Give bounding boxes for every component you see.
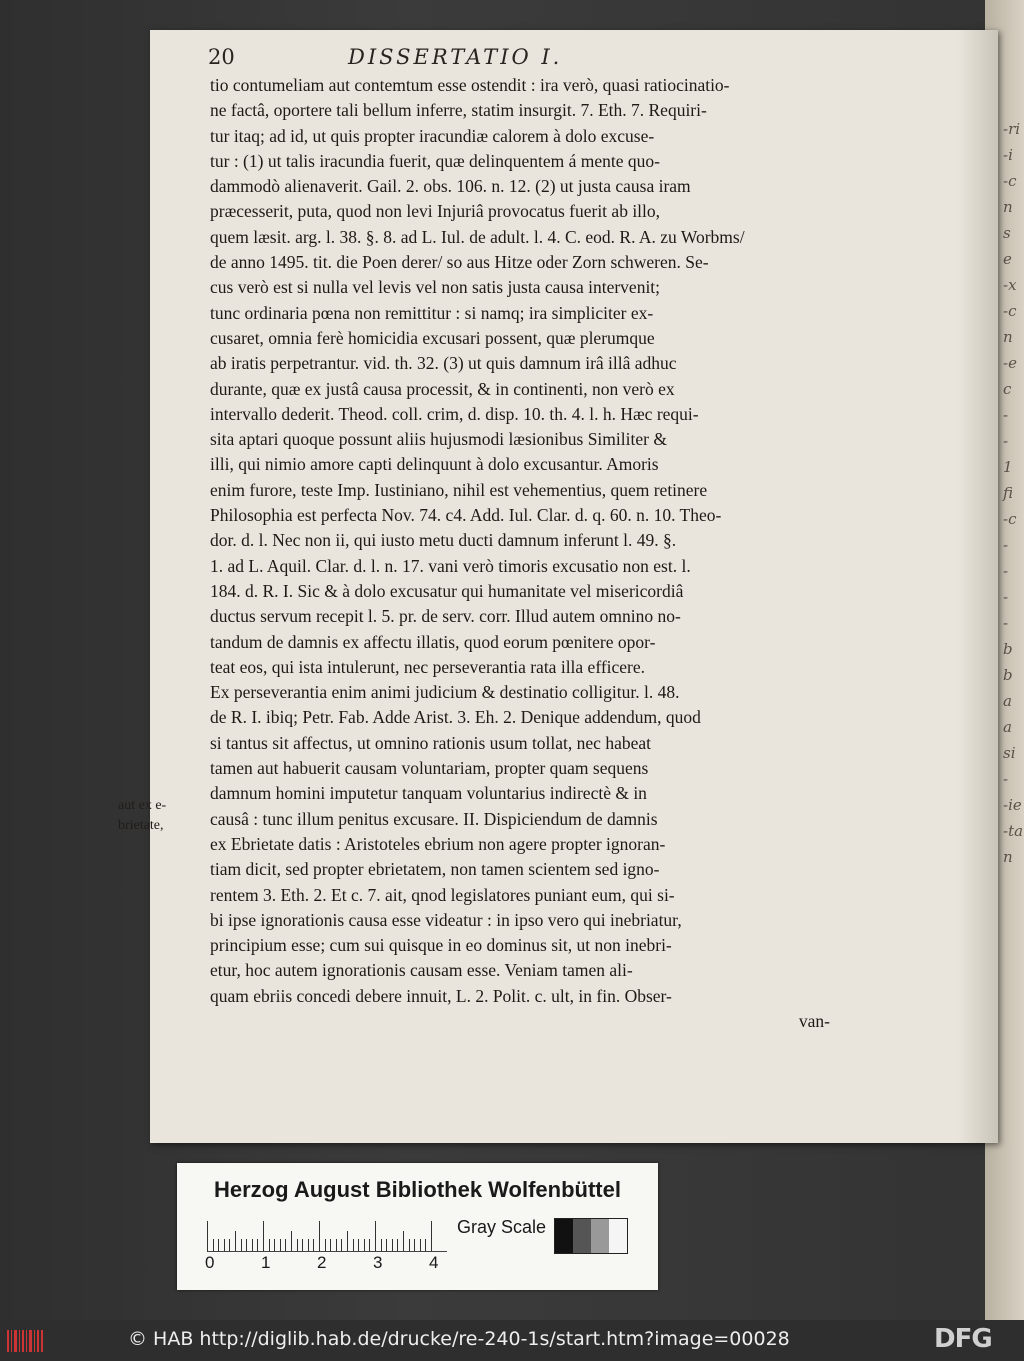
adjacent-page-fragment: -c (1003, 172, 1017, 190)
adjacent-page-fragment: si (1003, 744, 1016, 762)
page-number: 20 (208, 45, 235, 69)
ruler-tick (347, 1231, 348, 1251)
adjacent-page-fragment: - (1003, 406, 1009, 424)
ruler-numbers (205, 1253, 465, 1275)
adjacent-page-fragment: -e (1003, 354, 1017, 372)
page-header (208, 45, 628, 75)
ruler-tick (252, 1239, 253, 1251)
ruler-tick (302, 1239, 303, 1251)
text-line: ne factâ, oportere tali bellum inferre, statim insurgit. 7. Eth. 7. Requiri- (210, 100, 707, 121)
ruler-tick (420, 1239, 421, 1251)
ruler-tick (241, 1239, 242, 1251)
text-line: de anno 1495. tit. die Poen derer/ so aus Hitze oder Zorn schweren. Se- (210, 252, 709, 273)
text-line: ex Ebrietate datis : Aristoteles ebrium non agere propter ignoran- (210, 833, 666, 854)
adjacent-page-fragment: b (1003, 640, 1013, 658)
adjacent-page-fragment: a (1003, 692, 1012, 710)
text-line: tur : (1) ut talis iracundia fuerit, quæ delinquentem á mente quo- (210, 150, 661, 171)
text-line: intervallo dederit. Theod. coll. crim, d. disp. 10. th. 4. l. h. Hæc requi- (210, 403, 699, 424)
ruler-tick (269, 1239, 270, 1251)
text-line: sita aptari quoque possunt aliis hujusmodi læsionibus Similiter & (210, 429, 667, 450)
adjacent-page-fragment: n (1003, 198, 1013, 216)
catchword: van- (798, 1010, 830, 1031)
adjacent-page-fragment: -i (1003, 146, 1013, 164)
text-line: 184. d. R. I. Sic & à dolo excusatur qui humanitate vel misericordiâ (210, 580, 684, 601)
text-line: de R. I. ibiq; Petr. Fab. Adde Arist. 3. Eh. 2. Denique addendum, quod (210, 707, 701, 728)
ruler-tick (381, 1239, 382, 1251)
gray-swatch (591, 1219, 609, 1253)
ruler-tick (330, 1239, 331, 1251)
ruler-tick (414, 1239, 415, 1251)
gray-scale-label: Gray Scale (457, 1217, 547, 1237)
ruler-tick (325, 1239, 326, 1251)
ruler-tick (375, 1221, 376, 1251)
ruler-tick (257, 1239, 258, 1251)
ruler-number: 3 (373, 1253, 383, 1272)
ruler-tick (263, 1221, 264, 1251)
ruler-tick (364, 1239, 365, 1251)
text-line: tamen aut habuerit causam voluntariam, propter quam sequens (210, 758, 649, 779)
ruler-tick (431, 1221, 432, 1251)
adjacent-page-fragment: - (1003, 432, 1009, 450)
text-line: si tantus sit affectus, ut omnino rationis usum tollat, nec habeat (210, 732, 651, 753)
adjacent-page-fragment: -ie (1003, 796, 1022, 814)
adjacent-page-fragment: - (1003, 614, 1009, 632)
ruler-tick (369, 1239, 370, 1251)
text-line: quem læsit. arg. l. 38. §. 8. ad L. Iul. de adult. l. 4. C. eod. R. A. zu Worbms/ (210, 226, 745, 247)
text-line: causâ : tunc illum penitus excusare. II. Dispiciendum de damnis (210, 808, 658, 829)
text-line: enim furore, teste Imp. Iustiniano, nihil est vehementius, quem retinere (210, 479, 708, 500)
text-line: rentem 3. Eth. 2. Et c. 7. ait, qnod legislatores puniant eum, qui si- (210, 884, 675, 905)
text-line: durante, quæ ex justâ causa processit, & in continenti, non verò ex (210, 378, 675, 399)
adjacent-page-fragment: - (1003, 770, 1009, 788)
ruler-tick (280, 1239, 281, 1251)
text-line: teat eos, qui ista intulerunt, nec perseverantia rata illa efficere. (210, 656, 646, 677)
text-line: damnum homini imputetur tanquam voluntarius indirectè & in (210, 783, 647, 804)
marginal-note-line: aut ex e- (118, 798, 167, 813)
adjacent-page-fragment: 1 (1003, 458, 1013, 476)
ruler-number: 1 (261, 1253, 271, 1272)
adjacent-page-fragment: -ri (1003, 120, 1021, 138)
ruler-tick (224, 1239, 225, 1251)
page-gutter-shade (958, 30, 998, 1143)
ruler-icon (207, 1215, 447, 1252)
adjacent-page-fragment: - (1003, 536, 1009, 554)
adjacent-page-fragment: -c (1003, 302, 1017, 320)
adjacent-page-fragment: n (1003, 848, 1013, 866)
adjacent-page-fragment: -c (1003, 510, 1017, 528)
adjacent-page-fragment: e (1003, 250, 1012, 268)
ruler-tick (291, 1231, 292, 1251)
adjacent-page-fragment: - (1003, 562, 1009, 580)
text-line: Ex perseverantia enim animi judicium & destinatio colligitur. l. 48. (210, 682, 680, 703)
ruler-tick (313, 1239, 314, 1251)
ruler-number: 4 (429, 1253, 439, 1272)
text-line: tunc ordinaria pœna non remittitur : si namq; ira simpliciter ex- (210, 302, 654, 323)
ruler-tick (207, 1221, 208, 1251)
adjacent-page-fragment: s (1003, 224, 1011, 242)
adjacent-page-fragment: - (1003, 588, 1009, 606)
ruler-tick (274, 1239, 275, 1251)
dfg-logo: DFG (934, 1324, 992, 1354)
running-head: DISSERTATIO I. (348, 45, 563, 69)
adjacent-page-fragment: -x (1003, 276, 1017, 294)
copyright-link[interactable]: © HAB http://diglib.hab.de/drucke/re-240-1s/start.htm?image=00028 (128, 1328, 790, 1350)
ruler-tick (297, 1239, 298, 1251)
text-line: bi ipse ignorationis causa esse videatur : in ipso vero qui inebriatur, (210, 909, 682, 930)
ruler-tick (213, 1239, 214, 1251)
ruler-tick (403, 1231, 404, 1251)
ruler-tick (386, 1239, 387, 1251)
text-line: quam ebriis concedi debere innuit, L. 2. Polit. c. ult, in fin. Obser- (210, 985, 672, 1006)
adjacent-page-fragment: fi (1003, 484, 1014, 502)
text-line: tio contumeliam aut contemtum esse ostendit : ira verò, quasi ratiocinatio- (210, 75, 730, 95)
gray-scale-swatches (554, 1218, 628, 1254)
ruler-tick (341, 1239, 342, 1251)
scale-card (177, 1163, 658, 1290)
text-line: Philosophia est perfecta Nov. 74. c4. Add. Iul. Clar. d. q. 60. n. 10. Theo- (210, 505, 722, 526)
text-line: præcesserit, puta, quod non levi Injuriâ provocatus fuerit ab illo, (210, 201, 661, 222)
gray-swatch (609, 1219, 627, 1253)
text-line: cus verò est si nulla vel levis vel non satis justa causa intervenit; (210, 277, 661, 298)
marginal-note-line: brietate, (118, 818, 164, 833)
text-line: dor. d. l. Nec non ii, qui iusto metu ducti damnum inferunt l. 49. §. (210, 530, 677, 551)
ruler-tick (218, 1239, 219, 1251)
ruler-tick (308, 1239, 309, 1251)
ruler-tick (392, 1239, 393, 1251)
text-line: ductus servum recepit l. 5. pr. de serv. corr. Illud autem omnino no- (210, 606, 681, 627)
ruler-tick (397, 1239, 398, 1251)
text-line: tandum de damnis ex affectu illatis, quod eorum pœnitere opor- (210, 631, 656, 652)
text-line: illi, qui nimio amore capti delinquunt à dolo excusantur. Amoris (210, 454, 659, 475)
library-name: Herzog August Bibliothek Wolfenbüttel (214, 1177, 621, 1202)
adjacent-page-fragment: c (1003, 380, 1012, 398)
ruler-tick (229, 1239, 230, 1251)
ruler-number: 2 (317, 1253, 327, 1272)
body-text (210, 73, 830, 1034)
text-line: dammodò alienaverit. Gail. 2. obs. 106. n. 12. (2) ut justa causa iram (210, 176, 691, 197)
ruler-tick (409, 1239, 410, 1251)
ruler-tick (285, 1239, 286, 1251)
ruler-tick (246, 1239, 247, 1251)
adjacent-page-fragment: n (1003, 328, 1013, 346)
ruler-tick (358, 1239, 359, 1251)
gray-swatch (573, 1219, 591, 1253)
footer-bar (0, 1320, 1024, 1361)
text-line: 1. ad L. Aquil. Clar. d. l. n. 17. vani verò timoris excusatio non est. l. (210, 555, 691, 576)
text-line: cusaret, omnia ferè homicidia excusari possent, quæ plerumque (210, 327, 655, 348)
text-line: ab iratis perpetrantur. vid. th. 32. (3) ut quis damnum irâ illâ adhuc (210, 353, 677, 374)
gray-swatch (555, 1219, 573, 1253)
ruler-tick (235, 1231, 236, 1251)
ruler-tick (353, 1239, 354, 1251)
text-line: principium esse; cum sui quisque in eo dominus sit, ut non inebri- (210, 935, 672, 956)
barcode-icon (6, 1328, 46, 1354)
ruler-tick (319, 1221, 320, 1251)
ruler-number: 0 (205, 1253, 215, 1272)
adjacent-page-fragment: b (1003, 666, 1013, 684)
marginal-note (118, 796, 198, 836)
text-line: tiam dicit, sed propter ebrietatem, non tamen scientem sed igno- (210, 859, 660, 880)
adjacent-page-fragment: a (1003, 718, 1012, 736)
ruler-tick (425, 1239, 426, 1251)
text-line: etur, hoc autem ignorationis causam esse. Veniam tamen ali- (210, 960, 633, 981)
ruler-tick (336, 1239, 337, 1251)
text-line: tur itaq; ad id, ut quis propter iracundiæ calorem à dolo excuse- (210, 125, 655, 146)
adjacent-page-fragment: -ta (1003, 822, 1024, 840)
